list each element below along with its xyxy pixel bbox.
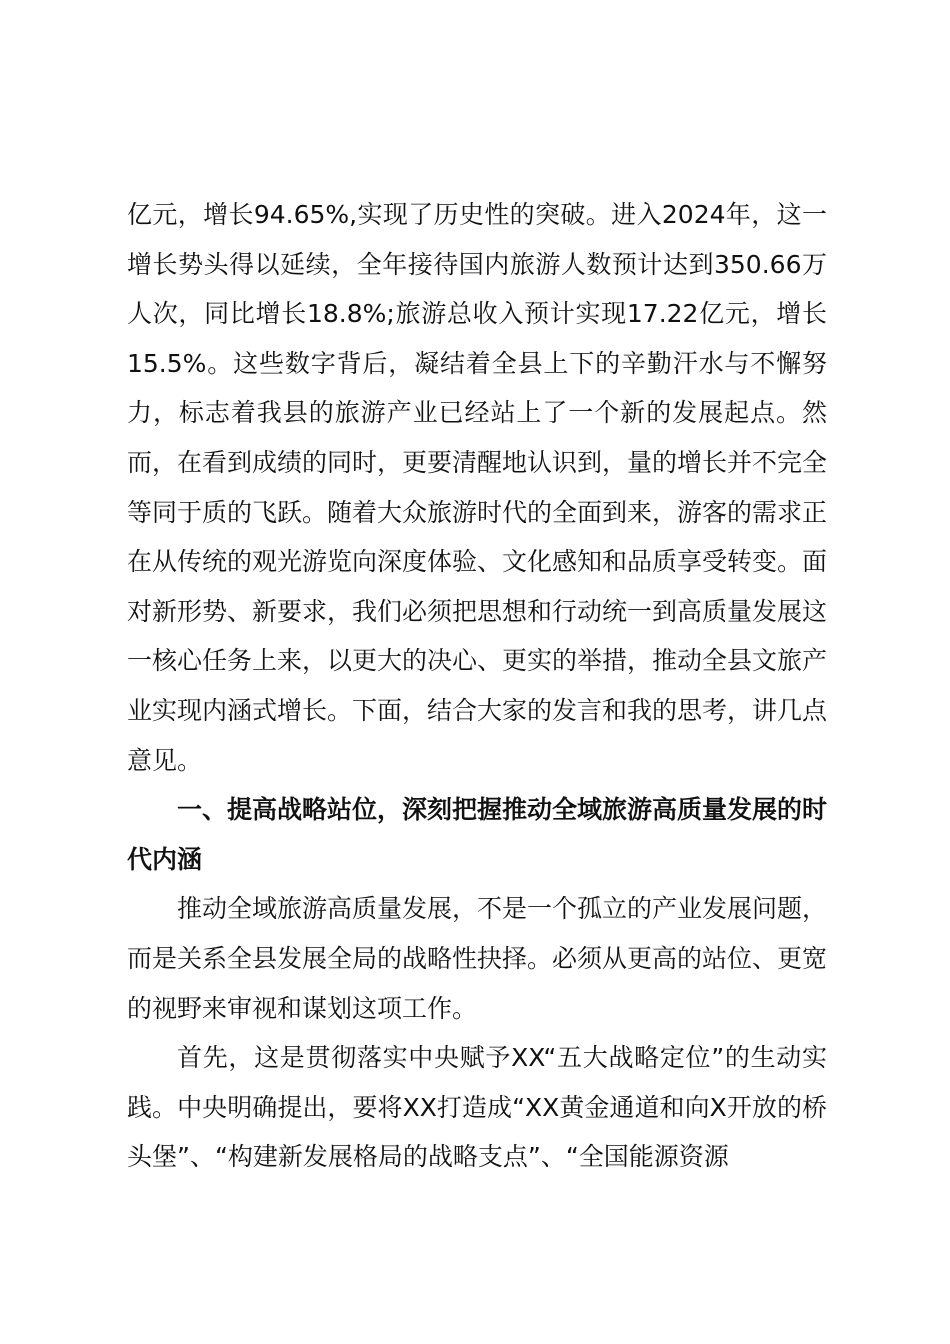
paragraph-growth-summary: 亿元，增长94.65%,实现了历史性的突破。进入2024年，这一增长势头得以延续，全年接待国内旅游人数预计达到350.66万人次，同比增长18.8%;旅游总收入预计实现17.22亿元，增长15.5%。这些数字背后，凝结着全县上下的辛勤汗水与不懈努力，标志着我县的旅游产业已经站上了一个新的发展起点。然而，在看到成绩的同时，更要清醒地认识到，量的增长并不完全等同于质的飞跃。随着大众旅游时代的全面到来，游客的需求正在从传统的观光游览向深度体验、文化感知和品质享受转变。面对新形势、新要求，我们必须把思想和行动统一到高质量发展这一核心任务上来，以更大的决心、更实的举措，推动全县文旅产业实现内涵式增长。下面，结合大家的发言和我的思考，讲几点意见。 xyxy=(127,200,828,775)
paragraph-strategic-positioning: 首先，这是贯彻落实中央赋予XX“五大战略定位”的生动实践。中央明确提出，要将XX打造成“XX黄金通道和向X开放的桥头堡”、“构建新发展格局的战略支点”、“全国能源资源 xyxy=(127,1043,827,1172)
document-body xyxy=(127,190,827,1182)
section-heading-1: 一、提高战略站位，深刻把握推动全域旅游高质量发展的时代内涵 xyxy=(127,795,828,874)
paragraph-strategic-choice: 推动全域旅游高质量发展，不是一个孤立的产业发展问题，而是关系全县发展全局的战略性抉择。必须从更高的站位、更宽的视野来审视和谋划这项工作。 xyxy=(127,894,828,1023)
